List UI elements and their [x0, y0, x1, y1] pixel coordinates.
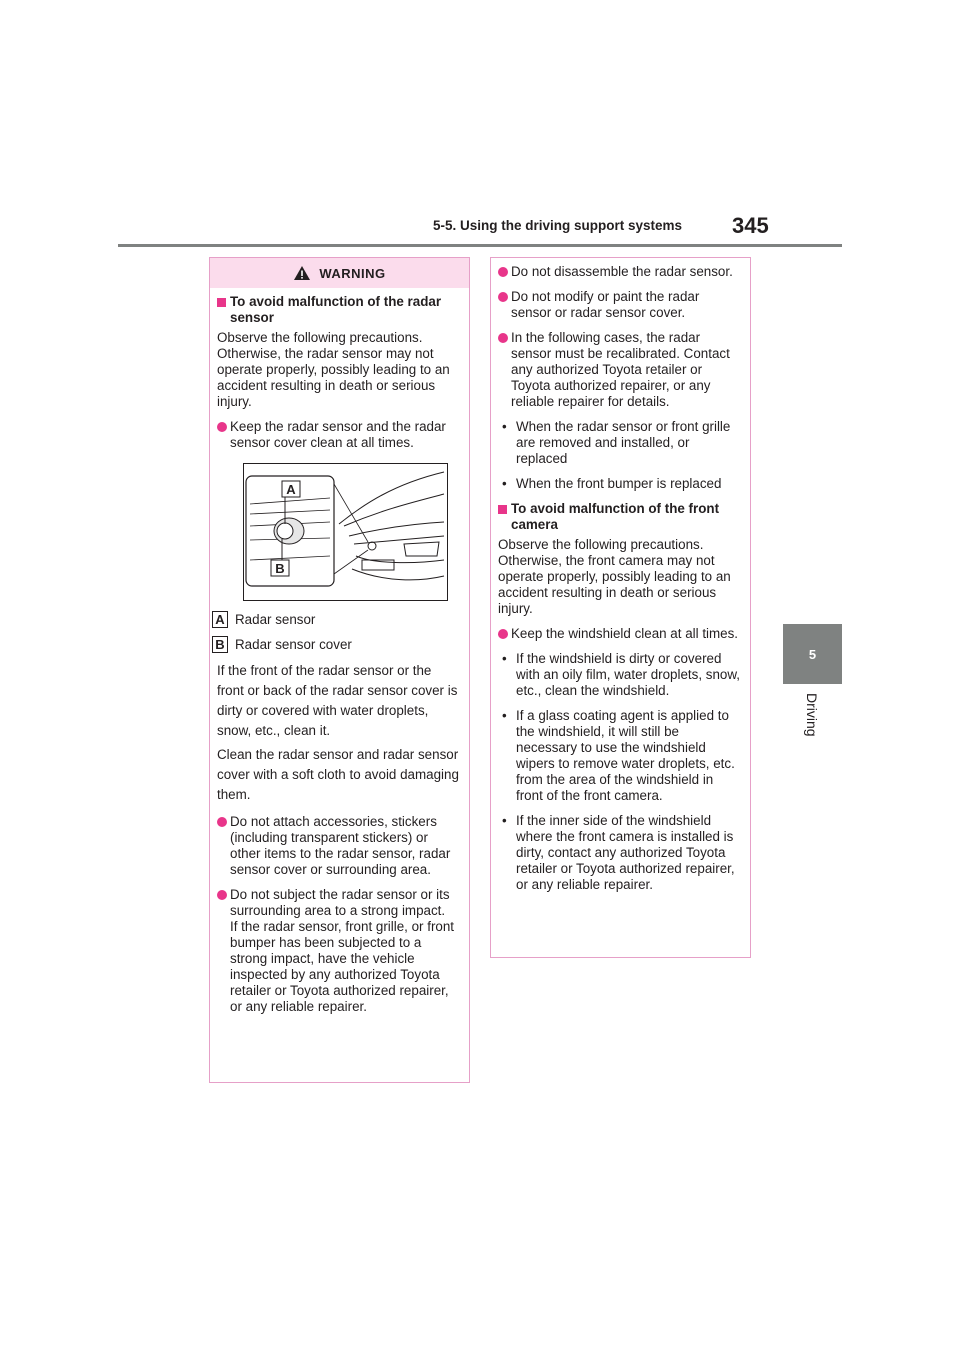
camera-heading: [498, 501, 740, 533]
list-item-text: [230, 887, 459, 1015]
list-item: [498, 708, 740, 804]
list-item: [498, 264, 740, 280]
impact-line: Do not subject the radar sensor or its surrounding area to a strong impact.: [230, 887, 450, 918]
list-item-text: When the radar sensor or front grille are removed and installed, or replaced: [516, 419, 731, 466]
circle-bullet-icon: [217, 817, 227, 827]
impact-inspection-line: If the radar sensor, front grille, or front bumper has been subjected to a strong impact, have the vehicle inspected by any authorized Toyota retailer or Toyota authorized repairer, or any reliable repairer.: [230, 919, 455, 1014]
small-bullet-icon: •: [502, 813, 507, 828]
cleaning-paragraph: If the front of the radar sensor or the front or back of the radar sensor cover is dirty or covered with water droplets, snow, etc., clean it.: [217, 663, 458, 738]
list-item: [498, 330, 740, 410]
list-item-text: Keep the windshield clean at all times.: [511, 626, 739, 641]
warning-box-left: [209, 257, 470, 1083]
list-item: [498, 419, 740, 467]
circle-bullet-icon: [498, 267, 508, 277]
small-bullet-icon: •: [502, 419, 507, 434]
camera-intro: Observe the following precautions. Otherwise, the front camera may not operate properly, possibly leading to an accident resulting in death or serious injury.: [498, 537, 731, 616]
list-item: [498, 289, 740, 321]
list-item: [498, 651, 740, 699]
warning-triangle-icon: [293, 265, 311, 281]
circle-bullet-icon: [498, 333, 508, 343]
list-item: [217, 887, 459, 1015]
list-item-text: If the inner side of the windshield where the front camera is installed is dirty, contact any authorized Toyota retailer or Toyota authorized repairer, or any reliable repairer.: [516, 813, 735, 892]
square-bullet-icon: [498, 505, 507, 514]
list-item-text: If a glass coating agent is applied to the windshield, it will still be necessary to use the windshield wipers to remove water droplets, etc. from the area of the windshield in front of the front camera.: [516, 708, 735, 803]
radar-intro: Observe the following precautions. Otherwise, the radar sensor may not operate properly, possibly leading to an accident resulting in death or serious injury.: [217, 330, 450, 409]
legend-key-a: A: [212, 611, 228, 628]
legend-key-b: B: [212, 636, 228, 653]
warning-box-right: [490, 257, 751, 958]
radar-heading-text: To avoid malfunction of the radar sensor: [230, 294, 442, 325]
circle-bullet-icon: [217, 890, 227, 900]
figure-label-b: B: [275, 561, 285, 576]
legend-text: Radar sensor: [235, 611, 316, 627]
list-item-text: Do not modify or paint the radar sensor or radar sensor cover.: [511, 289, 700, 320]
list-item-text: When the front bumper is replaced: [516, 476, 722, 491]
circle-bullet-icon: [217, 422, 227, 432]
warning-label: WARNING: [319, 265, 386, 281]
small-bullet-icon: •: [502, 476, 507, 491]
list-item: [498, 476, 740, 492]
warning-header: [210, 258, 469, 288]
list-item: [498, 813, 740, 893]
radar-heading: [217, 294, 459, 326]
circle-bullet-icon: [498, 629, 508, 639]
chapter-tab: [783, 624, 842, 684]
small-bullet-icon: •: [502, 708, 507, 723]
legend-radar-sensor-cover: [217, 636, 459, 653]
list-item-text: In the following cases, the radar sensor must be recalibrated. Contact any authorized Toyota retailer or Toyota authorized repairer, or any reliable repairer for details.: [511, 330, 730, 409]
small-bullet-icon: •: [502, 651, 507, 666]
list-item-text: Do not disassemble the radar sensor.: [511, 264, 733, 279]
page-number: 345: [732, 213, 769, 238]
list-item: [217, 814, 459, 878]
list-item-text: Keep the radar sensor and the radar sensor cover clean at all times.: [230, 419, 446, 450]
list-item-text: Do not attach accessories, stickers (including transparent stickers) or other items to the radar sensor, radar sensor cover or surrounding area.: [230, 814, 451, 877]
chapter-name: Driving: [804, 693, 820, 737]
radar-sensor-illustration: [243, 463, 448, 601]
list-item: [498, 626, 740, 642]
legend-text: Radar sensor cover: [235, 636, 352, 652]
soft-cloth-paragraph: Clean the radar sensor and radar sensor cover with a soft cloth to avoid damaging them.: [217, 747, 459, 802]
figure-label-a: A: [286, 482, 296, 497]
square-bullet-icon: [217, 298, 226, 307]
list-item-text: If the windshield is dirty or covered with an oily film, water droplets, snow, etc., clean the windshield.: [516, 651, 741, 698]
circle-bullet-icon: [498, 292, 508, 302]
header-rule: [118, 244, 842, 247]
chapter-number: 5: [808, 646, 817, 662]
legend-radar-sensor: [217, 611, 459, 628]
section-title: 5-5. Using the driving support systems: [433, 218, 683, 233]
list-item: [217, 419, 459, 451]
camera-heading-text: To avoid malfunction of the front camera: [511, 501, 720, 532]
car-front-illustration: [244, 464, 447, 600]
